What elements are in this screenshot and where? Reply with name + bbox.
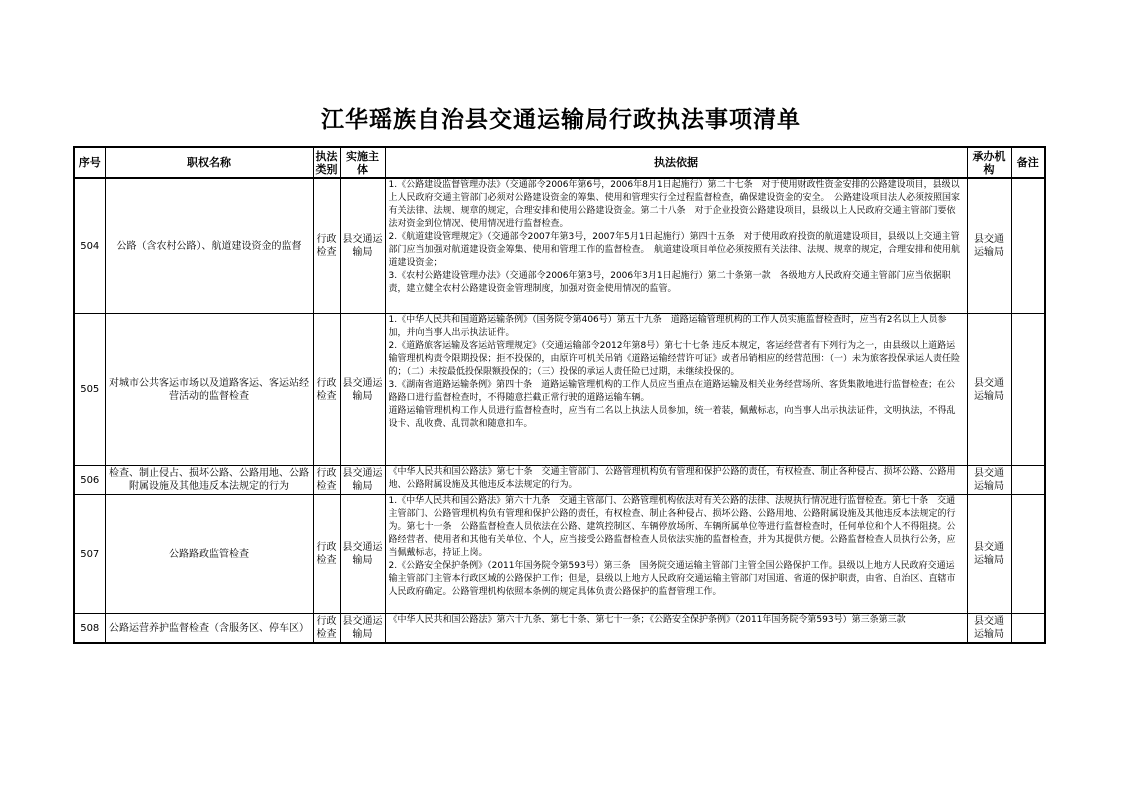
- row-type: 行政检查: [313, 178, 340, 314]
- row-note: [1011, 466, 1045, 495]
- row-name: [105, 614, 313, 644]
- row-basis: [385, 466, 967, 495]
- row-note: [1011, 614, 1045, 644]
- row-subject: 县交通运输局: [340, 178, 385, 314]
- basis-paragraph: 3.《农村公路建设管理办法》（交通部令2006年第3号，2006年3月1日起施行）第二十条第一款 各级地方人民政府交通主管部门应当依据职责，建立健全农村公路建设资金管理制度，加强对资金使用情况的监管。: [388, 271, 951, 294]
- row-num: 505: [74, 314, 105, 466]
- row-name: 公路（含农村公路）、航道建设资金的监督: [105, 178, 313, 314]
- row-name: [105, 466, 313, 495]
- basis-paragraph: 2.《道路旅客运输及客运站管理规定》（交通运输部令2012年第8号）第七十七条 违反本规定，客运经营者有下列行为之一，由县级以上道路运输管理机构责令限期投保；拒不投保的，由原许可机关吊销《道路运输经营许可证》或者吊销相应的经营范围：（一）未为旅客投保承运人责任险的；（二）未按最低投保限额投保的；（三）投保的承运人责任险已过期，未继续投保的。: [388, 341, 961, 377]
- row-num: 507: [74, 495, 105, 614]
- row-org: 县交通运输局: [967, 495, 1011, 614]
- row-org: 县交通运输局: [967, 178, 1011, 314]
- row-org: 县交通运输局: [967, 466, 1011, 495]
- row-basis: [385, 178, 967, 314]
- row-basis: [385, 614, 967, 644]
- row-subject: 县交通运输局: [340, 314, 385, 466]
- basis-paragraph: 1.《中华人民共和国道路运输条例》（国务院令第406号）第五十九条 道路运输管理机构的工作人员实施监督检查时，应当有2名以上人员参加，并向当事人出示执法证件。: [388, 315, 947, 338]
- row-num: 504: [74, 178, 105, 314]
- row-note: [1011, 495, 1045, 614]
- basis-paragraph: 《中华人民共和国公路法》第六十九条、第七十条、第七十一条；《公路安全保护条例》（2011年国务院令第593号）第三条第三款: [388, 615, 906, 625]
- row-basis: [385, 495, 967, 614]
- row-subject: 县交通运输局: [340, 466, 385, 495]
- table-row: [74, 614, 1045, 644]
- basis-paragraph: 道路运输管理机构工作人员进行监督检查时，应当有二名以上执法人员参加，统一着装，佩戴标志，向当事人出示执法证件，文明执法，不得乱设卡、乱收费、乱罚款和随意扣车。: [388, 406, 956, 429]
- enforcement-items-table: [73, 146, 1046, 644]
- page-title: 江华瑶族自治县交通运输局行政执法事项清单: [321, 106, 801, 133]
- header-note: 备注: [1011, 147, 1045, 178]
- basis-paragraph: 3.《湖南省道路运输条例》第四十条 道路运输管理机构的工作人员应当重点在道路运输及相关业务经营场所、客货集散地进行监督检查；在公路路口进行监督检查时，不得随意拦截正常行驶的道路运输车辆。: [388, 380, 956, 403]
- row-type: 行政检查: [313, 614, 340, 644]
- row-basis: [385, 314, 967, 466]
- row-subject: 县交通运输局: [340, 614, 385, 644]
- row-type: 行政检查: [313, 466, 340, 495]
- table-row: [74, 178, 1045, 314]
- basis-paragraph: 2.《公路安全保护条例》（2011年国务院令第593号）第三条 国务院交通运输主管部门主管全国公路保护工作。县级以上地方人民政府交通运输主管部门主管本行政区域的公路保护工作；但是，县级以上地方人民政府交通运输主管部门对国道、省道的保护职责，由省、自治区、直辖市人民政府确定。公路管理机构依照本条例的规定具体负责公路保护的监督管理工作。: [388, 561, 956, 597]
- row-note: [1011, 314, 1045, 466]
- basis-paragraph: 《中华人民共和国公路法》第七十条 交通主管部门、公路管理机构负有管理和保护公路的责任，有权检查、制止各种侵占、损坏公路、公路用地、公路附属设施及其他违反本法规定的行为。: [388, 467, 956, 490]
- table-row: [74, 314, 1045, 466]
- row-name: 公路路政监管检查: [105, 495, 313, 614]
- row-name-text: 检查、制止侵占、损坏公路、公路用地、公路附属设施及其他违反本法规定的行为: [109, 468, 309, 492]
- row-num: 508: [74, 614, 105, 644]
- header-name: 职权名称: [105, 147, 313, 178]
- row-name: 对城市公共客运市场以及道路客运、客运站经营活动的监督检查: [105, 314, 313, 466]
- row-type: 行政检查: [313, 314, 340, 466]
- header-org: 承办机构: [967, 147, 1011, 178]
- row-num: 506: [74, 466, 105, 495]
- row-org: 县交通运输局: [967, 614, 1011, 644]
- row-subject: 县交通运输局: [340, 495, 385, 614]
- header-num: 序号: [74, 147, 105, 178]
- header-type: 执法类别: [313, 147, 340, 178]
- row-type: 行政检查: [313, 495, 340, 614]
- table-header-row: [74, 147, 1045, 178]
- basis-paragraph: 1.《中华人民共和国公路法》第六十九条 交通主管部门、公路管理机构依法对有关公路的法律、法规执行情况进行监督检查。第七十条 交通主管部门、公路管理机构负有管理和保护公路的责任，有权检查、制止各种侵占、损坏公路、公路用地、公路附属设施及其他违反本法规定的行为。第七十一条 公路监督检查人员依法在公路、建筑控制区、车辆停放场所、车辆所属单位等进行监督检查时，任何单位和个人不得阻挠。公路经营者、使用者和其他有关单位、个人，应当接受公路监督检查人员依法实施的监督检查，并为其提供方便。公路监督检查人员执行公务，应当佩戴标志，持证上岗。: [388, 496, 956, 558]
- row-org: 县交通运输局: [967, 314, 1011, 466]
- basis-paragraph: 1.《公路建设监督管理办法》（交通部令2006年第6号，2006年8月1日起施行）第二十七条 对于使用财政性资金安排的公路建设项目，县级以上人民政府交通主管部门必须对公路建设资金的筹集、使用和管理实行全过程监督检查，确保建设资金的安全。 公路建设项目法人必须按照国家有关法律、法规、规章的规定，合理安排和使用公路建设资金。第二十八条 对于企业投资公路建设项目，县级以上人民政府交通主管部门要依法对资金到位情况、使用情况进行监督检查。: [388, 180, 961, 229]
- row-note: [1011, 178, 1045, 314]
- basis-paragraph: 2.《航道建设管理规定》（交通部令2007年第3号，2007年5月1日起施行）第四十五条 对于使用政府投资的航道建设项目，县级以上交通主管部门应当加强对航道建设资金筹集、使用和管理工作的监督检查。 航道建设项目单位必须按照有关法律、法规、规章的规定，合理安排和使用航道建设资金；: [388, 232, 961, 268]
- row-name-text: 公路运营养护监督检查（含服务区、停车区）: [109, 622, 309, 634]
- table-row: [74, 495, 1045, 614]
- header-basis: 执法依据: [385, 147, 967, 178]
- table-row: [74, 466, 1045, 495]
- header-subject: 实施主体: [340, 147, 385, 178]
